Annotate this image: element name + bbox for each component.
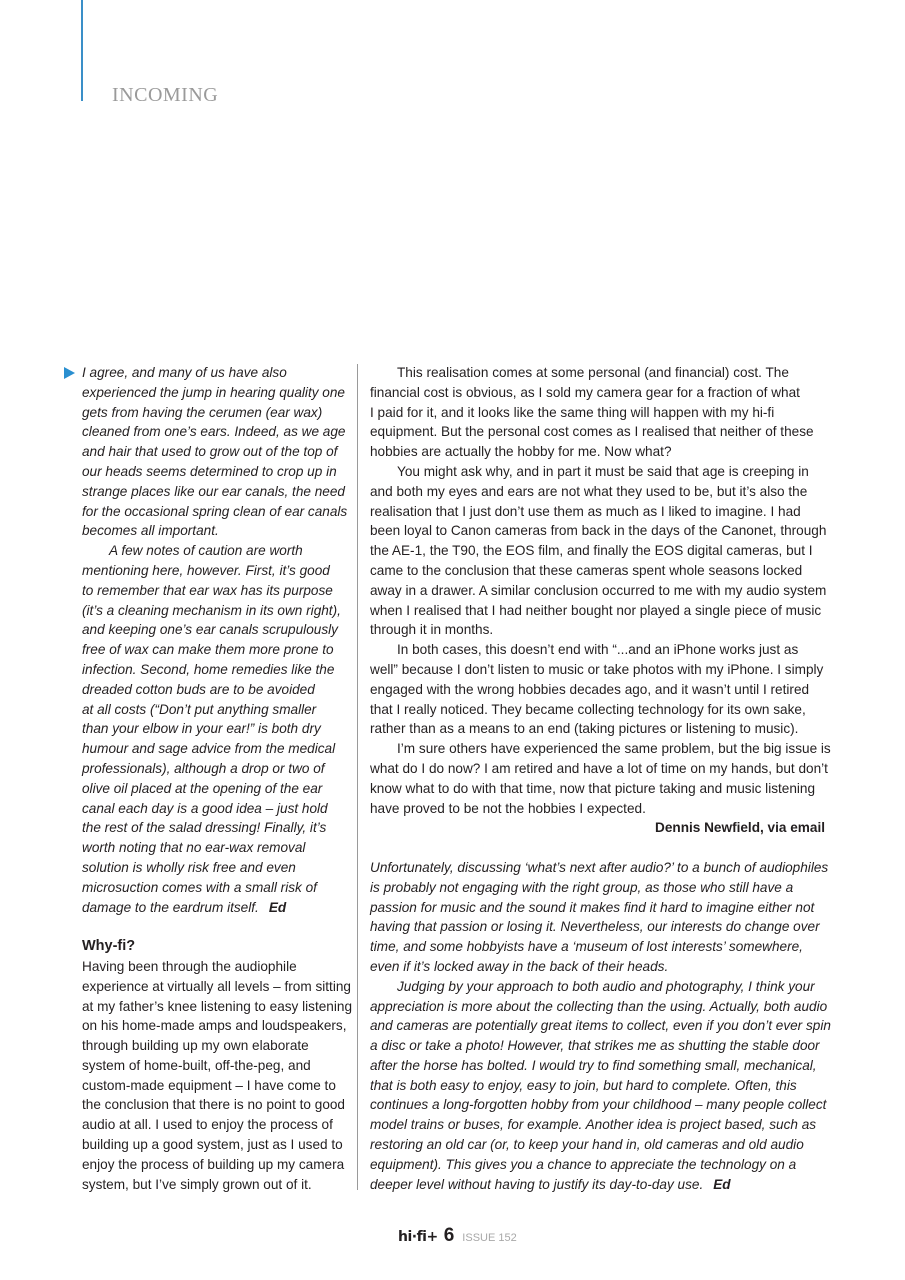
text-line: and hair that used to grow out of the top of (82, 444, 338, 460)
header-accent-rule (81, 0, 83, 101)
text-line: In both cases, this doesn’t end with “...and an iPhone works just as (397, 642, 799, 658)
text-line: enjoy the process of building up my camera (82, 1156, 345, 1172)
text-line: been loyal to Canon cameras from back in the days of the Canonet, through (370, 523, 827, 539)
hifi-plus-logo: hi·fi+ (398, 1229, 438, 1245)
text-line: the rest of the salad dressing! Finally, it’s (82, 820, 327, 836)
letter-heading: Why-fi? (82, 938, 136, 955)
text-line: Having been through the audiophile (82, 958, 297, 974)
text-line: humour and sage advice from the medical (82, 741, 336, 757)
text-line: passion for music and the sound it makes find it hard to imagine either not (370, 899, 815, 915)
text-line: rather than as a means to an end (taking pictures or listening to music). (370, 721, 799, 737)
text-line: even if it’s locked away in the back of their heads. (370, 958, 669, 974)
text-line: system, but I’ve simply grown out of it. (82, 1176, 312, 1192)
text-line: free of wax can make them more prone to (82, 642, 334, 658)
text-line: through it in months. (370, 622, 494, 638)
text-line: have proved to be not the hobbies I expected. (370, 800, 646, 816)
letter-why-fi (82, 957, 353, 1195)
text-line: realisation that I just don’t use them as much as I liked to imagine. I had (370, 503, 801, 519)
text-line: after the horse has bolted. I would try to find something small, mechanical, (370, 1057, 817, 1073)
text-line: and cameras are potentially great items to collect, even if you don’t ever spin (370, 1018, 831, 1034)
text-line: is probably not engaging with the right group, as those who still have a (370, 879, 794, 895)
text-line: our heads seems determined to crop up in (82, 463, 337, 479)
text-line: equipment). This gives you a chance to appreciate the technology on a (370, 1156, 797, 1172)
text-line: know what to do with that time, now that picture taking and music listening (370, 780, 816, 796)
text-line: building up a good system, just as I used to (82, 1137, 343, 1153)
text-line: I paid for it, and it looks like the same thing will happen with my hi-fi (370, 404, 775, 420)
column-divider (357, 364, 358, 1190)
editor-signature: Ed (268, 899, 287, 915)
text-line: professionals), although a drop or two of (82, 760, 325, 776)
text-line: away in a drawer. A similar conclusion occurred to me with my audio system (370, 582, 827, 598)
editor-signature: Ed (713, 1176, 731, 1192)
editor-reply-ear-wax (82, 363, 347, 917)
text-line: having that passion or losing it. Nevertheless, our interests do change over (370, 919, 820, 935)
text-line: A few notes of caution are worth (109, 543, 303, 559)
section-title: INCOMING (112, 84, 219, 106)
left-column (82, 363, 353, 1194)
text-line: appreciation is more about the collecting than the using. Actually, both audio (370, 998, 828, 1014)
text-line: experience at virtually all levels – from sitting (82, 978, 351, 994)
text-line: custom-made equipment – I have come to (82, 1077, 336, 1093)
editor-reply-hobbies (370, 858, 831, 1195)
text-line: damage to the eardrum itself. Ed (82, 899, 287, 915)
text-line: becomes all important. (82, 523, 219, 539)
text-line: deeper level without having to justify its day-to-day use. Ed (370, 1176, 731, 1192)
text-line: I’m sure others have experienced the same problem, but the big issue is (397, 741, 831, 757)
text-line: system of home-built, off-the-peg, and (82, 1057, 311, 1073)
text-line: continues a long-forgotten hobby from your childhood – many people collect (370, 1097, 827, 1113)
text-line: when I realised that I had neither bought nor played a single piece of music (370, 602, 822, 618)
text-line: experienced the jump in hearing quality one (82, 384, 345, 400)
text-line: hobbies are actually the hobby for me. Now what? (370, 444, 672, 460)
text-line: I agree, and many of us have also (82, 365, 287, 380)
text-line: solution is wholly risk free and even (82, 859, 296, 875)
arrow-bullet-icon (64, 367, 75, 379)
text-line: Judging by your approach to both audio and photography, I think your (397, 978, 815, 994)
letter-signature: Dennis Newfield, via email (655, 820, 825, 836)
text-line: audio at all. I used to enjoy the process of (82, 1117, 333, 1133)
text-line: well” because I don’t listen to music or take photos with my iPhone. I simply (370, 661, 824, 677)
text-line: at all costs (“Don’t put anything smaller (82, 701, 317, 717)
page-number: 6 (443, 1225, 455, 1246)
text-line: at my father’s knee listening to easy listening (82, 998, 353, 1014)
text-line: You might ask why, and in part it must be said that age is creeping in (397, 463, 809, 479)
text-line: a disc or take a photo! However, that strikes me as shutting the stable door (370, 1038, 820, 1054)
text-line: Unfortunately, discussing ‘what’s next after audio?’ to a bunch of audiophiles (370, 859, 829, 875)
text-line: This realisation comes at some personal (and financial) cost. The (397, 365, 789, 380)
text-line: and keeping one’s ear canals scrupulously (82, 622, 338, 638)
text-line: dreaded cotton buds are to be avoided (82, 681, 315, 697)
text-line: the AE-1, the T90, the EOS film, and finally the EOS digital cameras, but I (370, 543, 813, 559)
text-line: for the occasional spring clean of ear canals (82, 503, 348, 519)
text-line: through building up my own elaborate (82, 1038, 309, 1054)
text-line: what do I do now? I am retired and have a lot of time on my hands, but don’t (370, 760, 828, 776)
text-line: microsuction comes with a small risk of (82, 879, 317, 895)
text-line: financial cost is obvious, as I sold my camera gear for a fraction of what (370, 384, 800, 400)
text-line: worth noting that no ear-wax removal (82, 840, 306, 856)
text-line: mentioning here, however. First, it’s good (82, 562, 330, 578)
text-line: engaged with the wrong hobbies decades ago, and it wasn’t until I retired (370, 681, 810, 697)
text-line: the conclusion that there is no point to good (82, 1097, 345, 1113)
text-line: strange places like our ear canals, the need (82, 483, 345, 499)
text-line: (it’s a cleaning mechanism in its own right), (82, 602, 341, 618)
text-line: to remember that ear wax has its purpose (82, 582, 333, 598)
text-line: gets from having the cerumen (ear wax) (82, 404, 323, 420)
right-column (370, 363, 831, 1194)
text-line: equipment. But the personal cost comes as I realised that neither of these (370, 424, 814, 440)
text-line: olive oil placed at the opening of the ear (82, 780, 323, 796)
text-line: than your elbow in your ear!” is both dry (82, 721, 321, 737)
text-line: that is both easy to enjoy, easy to join, but hard to complete. Often, this (370, 1077, 797, 1093)
text-line: model trains or buses, for example. Another idea is project based, such as (370, 1117, 817, 1133)
page-footer (398, 1225, 517, 1247)
text-line: canal each day is a good idea – just hold (82, 800, 328, 816)
issue-number: ISSUE 152 (462, 1232, 517, 1244)
text-line: cleaned from one’s ears. Indeed, as we age (82, 424, 346, 440)
text-line: time, and some hobbyists have a ‘museum of lost interests’ somewhere, (370, 939, 803, 955)
letter-continued (370, 363, 831, 818)
text-line: that I really noticed. They became collecting technology for its own sake, (370, 701, 806, 717)
text-line: on his home-made amps and loudspeakers, (82, 1018, 347, 1034)
text-line: infection. Second, home remedies like the (82, 661, 335, 677)
text-line: came to the conclusion that these cameras spent whole seasons locked (370, 562, 803, 578)
text-line: and both my eyes and ears are not what they used to be, but it’s also the (370, 483, 808, 499)
text-line: restoring an old car (or, to keep your hand in, old cameras and old audio (370, 1137, 804, 1153)
